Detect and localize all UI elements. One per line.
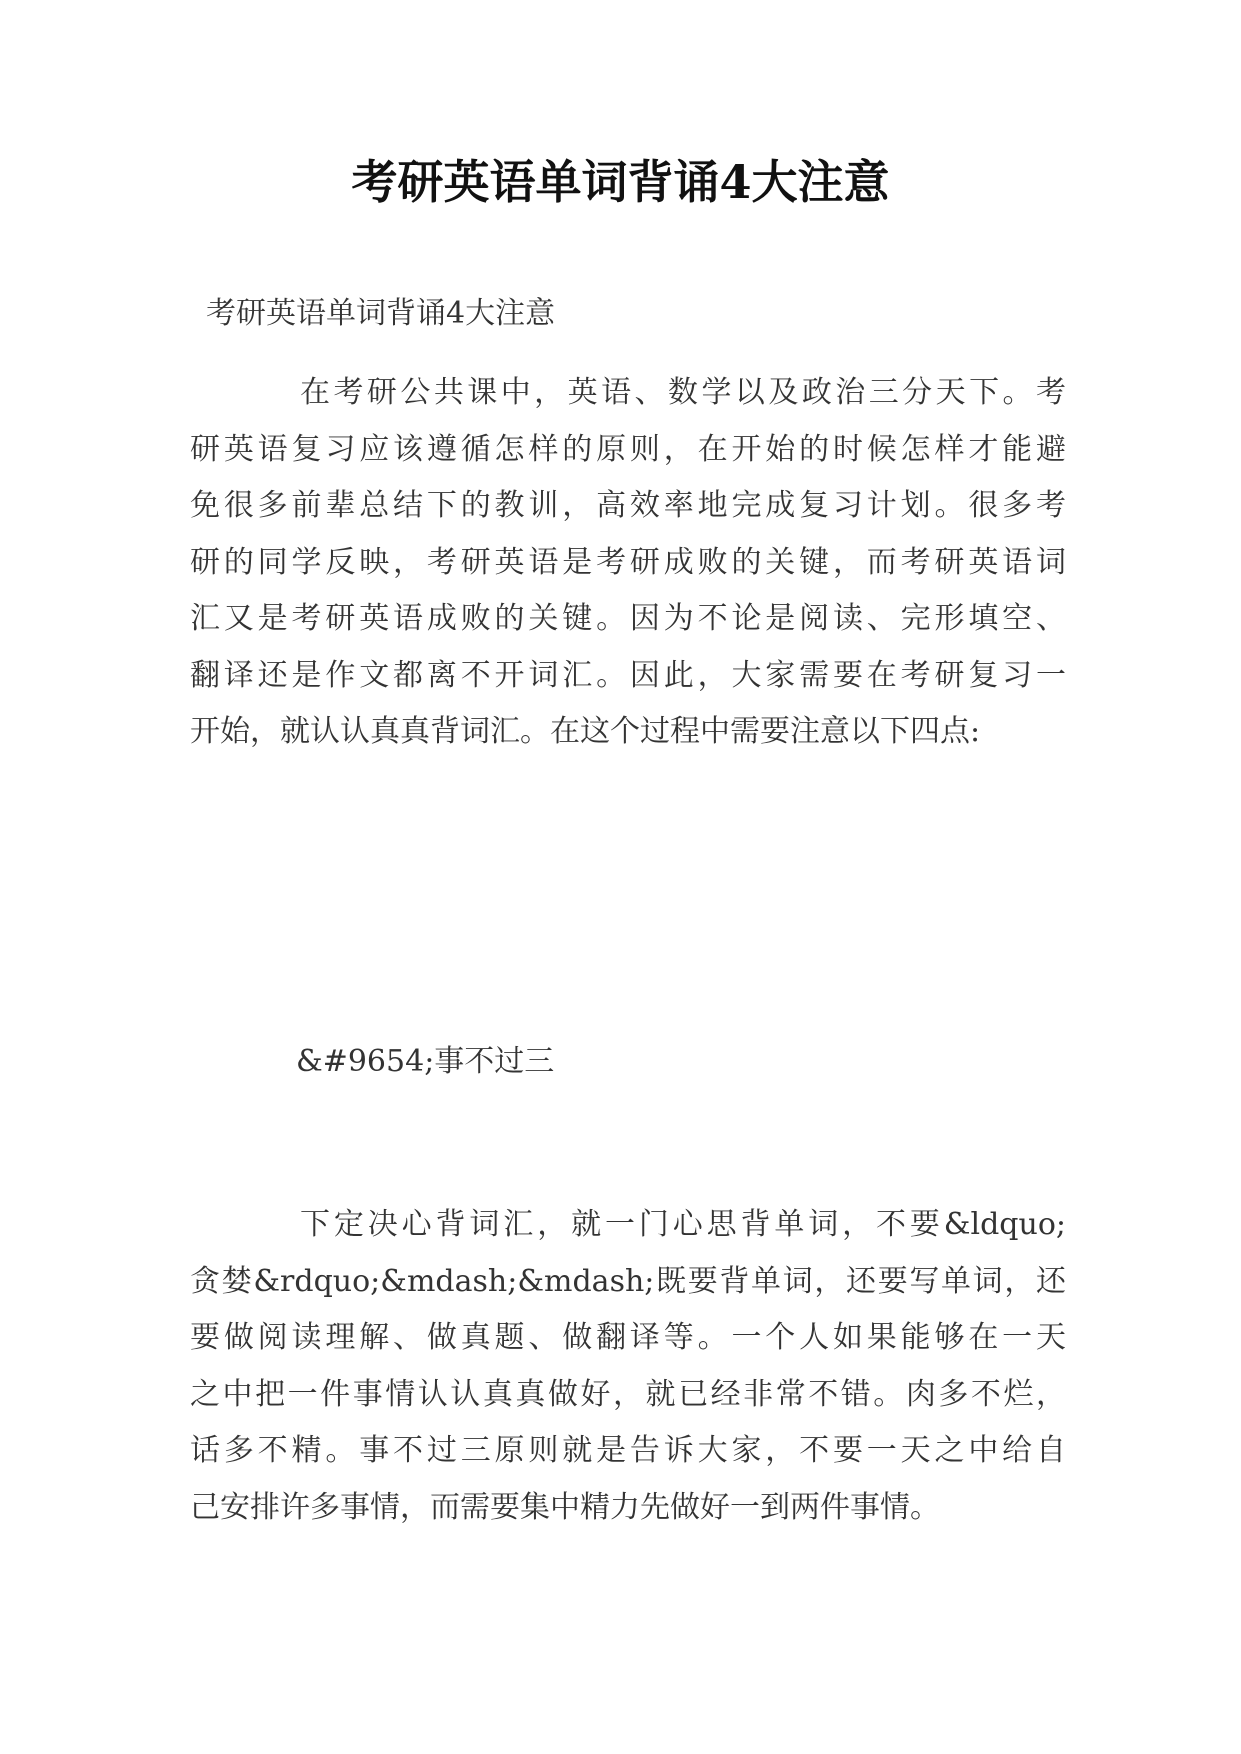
paragraph-line: 开始，就认认真真背词汇。在这个过程中需要注意以下四点: (190, 714, 981, 749)
body-paragraph (190, 1197, 1066, 1536)
paragraph-line: 贪婪&rdquo;&mdash;&mdash;既要背单词，还要写单词，还 (190, 1263, 1066, 1299)
paragraph-line: 汇又是考研英语成败的关键。因为不论是阅读、完形填空、 (190, 601, 1066, 636)
paragraph-line: 研的同学反映，考研英语是考研成败的关键，而考研英语词 (190, 544, 1066, 580)
paragraph-line: 之中把一件事情认认真真做好，就已经非常不错。肉多不烂， (190, 1376, 1066, 1412)
document-title: 考研英语单词背诵4大注意 (351, 155, 890, 209)
paragraph-line: 下定决心背词汇，就一门心思背单词，不要&ldquo; (300, 1207, 1066, 1242)
paragraph-line: 翻译还是作文都离不开词汇。因此，大家需要在考研复习一 (190, 657, 1066, 693)
paragraph-line: 己安排许多事情，而需要集中精力先做好一到两件事情。 (190, 1489, 940, 1525)
paragraph-line: 在考研公共课中，英语、数学以及政治三分天下。考 (300, 375, 1066, 410)
intro-paragraph (190, 365, 1066, 761)
section-heading: &#9654;事不过三 (296, 1044, 555, 1079)
paragraph-line: 免很多前辈总结下的教训，高效率地完成复习计划。很多考 (190, 488, 1066, 523)
document-subtitle: 考研英语单词背诵4大注意 (206, 296, 556, 331)
paragraph-line: 话多不精。事不过三原则就是告诉大家，不要一天之中给自 (190, 1433, 1066, 1468)
paragraph-line: 研英语复习应该遵循怎样的原则，在开始的时候怎样才能避 (190, 431, 1066, 467)
paragraph-line: 要做阅读理解、做真题、做翻译等。一个人如果能够在一天 (190, 1320, 1066, 1355)
